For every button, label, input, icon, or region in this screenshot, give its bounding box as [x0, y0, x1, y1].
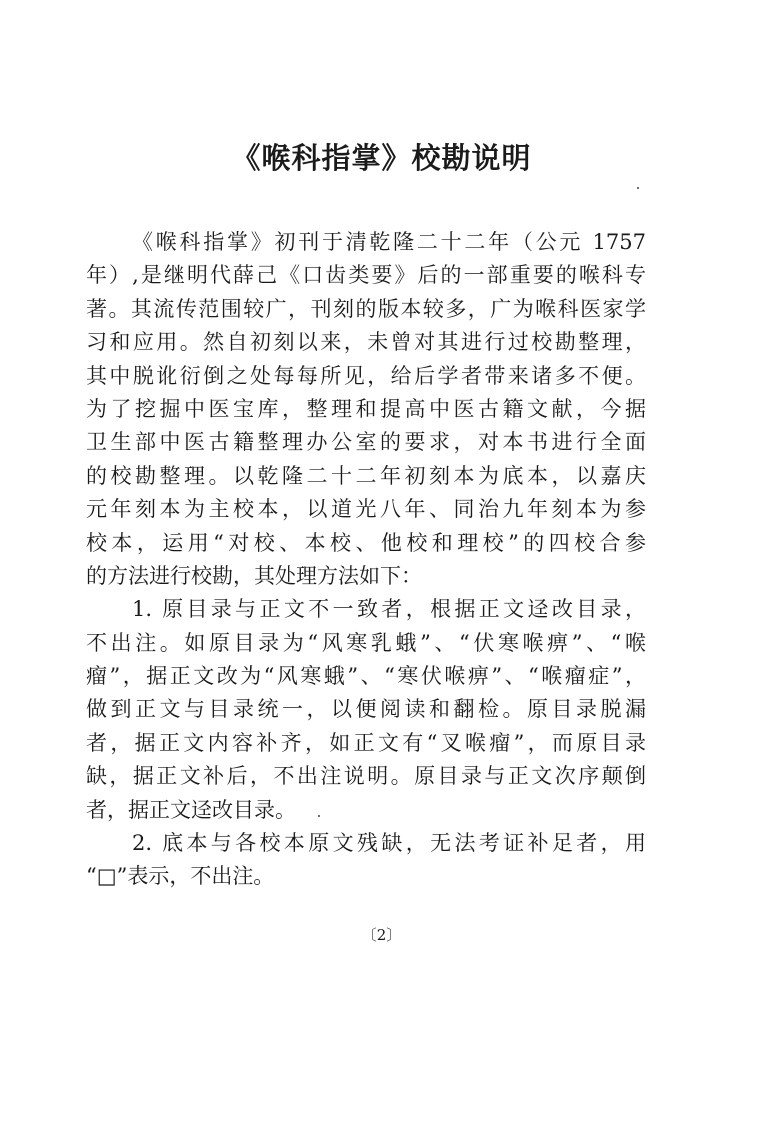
text-line: 1. 原目录与正文不一致者，根据正文迳改目录，	[132, 597, 646, 622]
page-title: 《喉科指掌》校勘说明	[231, 141, 532, 175]
body-text	[86, 226, 646, 894]
text-line: 习和应用。然自初刻以来，未曾对其进行过校勘整理，	[86, 330, 646, 355]
scan-speck	[318, 815, 320, 817]
text-line: 缺，据正文补后，不出注说明。原目录与正文次序颠倒	[86, 764, 646, 789]
text-line: 元年刻本为主校本，以道光八年、同治九年刻本为参	[86, 497, 646, 522]
text-line: 卫生部中医古籍整理办公室的要求，对本书进行全面	[86, 430, 646, 455]
text-line: 不出注。如原目录为“风寒乳蛾”、“伏寒喉痹”、“喉	[86, 630, 646, 655]
text-line: 校本，运用“对校、本校、他校和理校”的四校合参	[86, 530, 646, 555]
text-line: 年）,是继明代薛己《口齿类要》后的一部重要的喉科专	[86, 263, 646, 288]
text-line: 其中脱讹衍倒之处每每所见，给后学者带来诸多不便。	[86, 363, 646, 388]
text-line: 者，据正文内容补齐，如正文有“叉喉瘤”，而原目录	[86, 730, 646, 755]
text-line: 做到正文与目录统一，以便阅读和翻检。原目录脱漏	[86, 697, 646, 722]
text-line: 2. 底本与各校本原文残缺，无法考证补足者，用	[132, 831, 646, 856]
page-number: 〔2〕	[361, 926, 402, 944]
text-line: “□”表示，不出注。	[86, 864, 275, 889]
text-line: 著。其流传范围较广，刊刻的版本较多，广为喉科医家学	[86, 296, 646, 321]
text-line: 的校勘整理。以乾隆二十二年初刻本为底本，以嘉庆	[86, 463, 646, 488]
text-line: 的方法进行校勘，其处理方法如下：	[86, 563, 422, 588]
text-line: 瘤”，据正文改为“风寒蛾”、“寒伏喉痹”、“喉瘤症”，	[86, 664, 646, 689]
text-line: 者，据正文迳改目录。	[86, 797, 296, 822]
scan-speck	[637, 187, 639, 189]
text-line: 为了挖掘中医宝库，整理和提高中医古籍文献，今据	[86, 396, 646, 421]
text-line: 《喉科指掌》初刊于清乾隆二十二年（公元 1757	[132, 230, 646, 254]
